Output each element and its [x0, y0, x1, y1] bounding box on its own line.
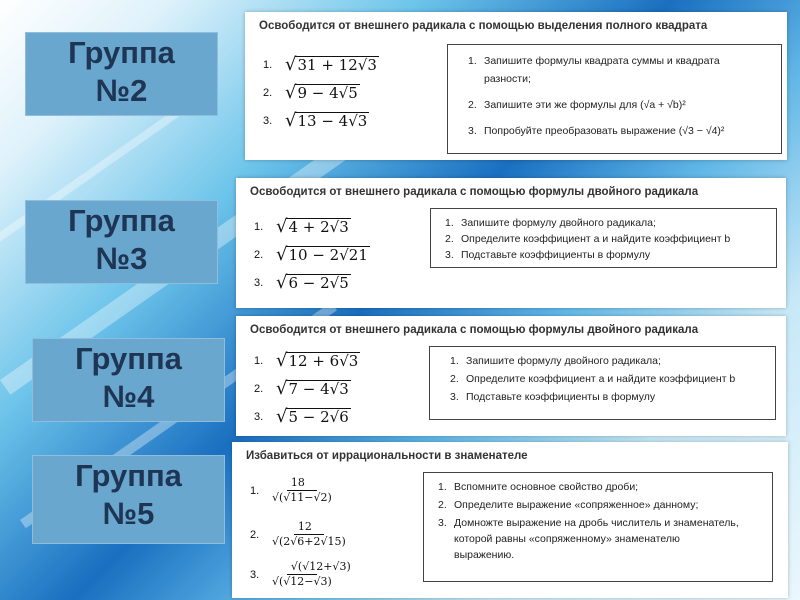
- hint-number: 2.: [450, 373, 459, 385]
- group-label-3: [25, 200, 218, 284]
- task-card-3: [236, 316, 786, 436]
- fraction: [272, 476, 332, 505]
- hint-item: [438, 481, 638, 493]
- radicand: 12 + 6√3: [288, 352, 359, 370]
- exercise-number: 1.: [263, 59, 273, 71]
- hint-item: [468, 73, 531, 85]
- hint-text: Попробуйте преобразовать выражение (√3 − √4)²: [484, 125, 725, 137]
- hint-number: 1.: [450, 355, 459, 367]
- exercise-item: [254, 380, 351, 398]
- card-title: Избавиться от иррациональности в знаменателе: [246, 450, 528, 462]
- hint-text: выражению.: [454, 549, 515, 561]
- exercise-item: [263, 112, 369, 130]
- hint-number: 2.: [445, 233, 454, 245]
- fraction-denominator: √(√11−√2): [272, 491, 332, 504]
- exercise-number: 3.: [254, 411, 264, 423]
- exercise-item: [250, 476, 332, 505]
- radicand: 10 − 2√21: [288, 246, 368, 264]
- radicand: 6 − 2√5: [288, 274, 349, 292]
- hint-text: Определите выражение «сопряженное» данному;: [454, 499, 699, 511]
- hint-text: Запишите эти же формулы для (√a + √b)²: [484, 99, 686, 111]
- hint-item: [445, 217, 656, 229]
- hint-text: Домножте выражение на дробь числитель и знаменатель,: [454, 517, 739, 529]
- hint-text: Запишите формулы квадрата суммы и квадрата: [484, 55, 720, 67]
- radical: √ 6 − 2√5: [276, 272, 349, 293]
- exercise-item: [254, 408, 351, 426]
- group-label-4: [32, 338, 225, 422]
- exercise-number: 2.: [254, 249, 264, 261]
- exercise-item: [250, 560, 351, 589]
- hint-box: [429, 346, 776, 420]
- radical: √ 12 + 6√3: [276, 350, 359, 371]
- card-title: Освободится от внешнего радикала с помощью формулы двойного радикала: [250, 186, 699, 198]
- exercise-number: 3.: [254, 277, 264, 289]
- radicand: 9 − 4√5: [297, 84, 358, 102]
- fraction-denominator: √(√12−√3): [272, 575, 332, 588]
- group-word: Группа: [75, 458, 182, 493]
- exercise-item: [263, 56, 379, 74]
- hint-box: [430, 208, 777, 268]
- hint-text: Определите коэффициент a и найдите коэффициент b: [466, 373, 736, 385]
- hint-number: 1.: [438, 481, 447, 493]
- hint-number: 3.: [445, 249, 454, 261]
- hint-number: 1.: [445, 217, 454, 229]
- exercise-number: 2.: [263, 87, 273, 99]
- group-word: Группа: [75, 341, 182, 376]
- hint-item: [450, 355, 661, 367]
- group-word: Группа: [68, 203, 175, 238]
- task-card-2: [236, 178, 786, 308]
- radical: √ 4 + 2√3: [276, 216, 349, 237]
- group-number: №2: [95, 73, 148, 108]
- hint-text: разности;: [484, 73, 531, 85]
- fraction-denominator: √(2√6+2√15): [272, 535, 346, 548]
- hint-number: 3.: [438, 517, 447, 529]
- hint-item: [468, 55, 720, 67]
- hint-item: [445, 233, 730, 245]
- fraction-numerator: 18: [287, 476, 317, 491]
- hint-item: [450, 391, 655, 403]
- radicand: 5 − 2√6: [288, 408, 349, 426]
- task-card-4: [232, 442, 788, 598]
- card-title: Освободится от внешнего радикала с помощью формулы двойного радикала: [250, 324, 699, 336]
- exercise-number: 3.: [263, 115, 273, 127]
- hint-text: Определите коэффициент a и найдите коэффициент b: [461, 233, 731, 245]
- hint-text: Запишите формулу двойного радикала;: [466, 355, 661, 367]
- hint-text: Вспомните основное свойство дроби;: [454, 481, 639, 493]
- hint-item: [438, 499, 698, 511]
- exercise-item: [250, 520, 346, 549]
- exercise-number: 2.: [254, 383, 264, 395]
- hint-number: 1.: [468, 55, 477, 67]
- hint-box: [423, 472, 773, 582]
- exercise-number: 1.: [254, 355, 264, 367]
- hint-text: Запишите формулу двойного радикала;: [461, 217, 656, 229]
- exercise-item: [254, 352, 360, 370]
- hint-number: 2.: [438, 499, 447, 511]
- radical: √ 10 − 2√21: [276, 244, 368, 265]
- radical: √ 9 − 4√5: [285, 82, 358, 103]
- radicand: 4 + 2√3: [288, 218, 349, 236]
- group-label-5: [32, 455, 225, 544]
- radical: √ 5 − 2√6: [276, 406, 349, 427]
- hint-item: [468, 99, 686, 111]
- exercise-number: 2.: [250, 528, 260, 541]
- hint-item: [445, 249, 650, 261]
- radical: √ 31 + 12√3: [285, 54, 377, 75]
- hint-number: [438, 533, 454, 545]
- fraction-numerator: 12: [294, 520, 324, 535]
- hint-item: [450, 373, 735, 385]
- hint-number: 2.: [468, 99, 477, 111]
- fraction-numerator: √(√12+√3): [287, 560, 317, 575]
- hint-number: [438, 549, 454, 561]
- radicand: 13 − 4√3: [297, 112, 368, 130]
- hint-text: Подставьте коэффициенты в формулу: [466, 391, 656, 403]
- group-label-2: [25, 32, 218, 116]
- hint-text: которой равны «сопряженному» знаменателю: [454, 533, 680, 545]
- hint-item: [468, 125, 724, 137]
- hint-box: [447, 44, 782, 154]
- hint-number: 3.: [468, 125, 477, 137]
- hint-item: [438, 533, 680, 545]
- hint-number: [468, 73, 484, 85]
- exercise-number: 3.: [250, 568, 260, 581]
- card-title: Освободится от внешнего радикала с помощью выделения полного квадрата: [259, 20, 708, 32]
- group-number: №4: [102, 379, 155, 414]
- exercise-number: 1.: [254, 221, 264, 233]
- exercise-number: 1.: [250, 484, 260, 497]
- exercise-item: [254, 218, 351, 236]
- group-number: №5: [102, 496, 155, 531]
- fraction: [272, 560, 351, 589]
- exercise-item: [254, 274, 351, 292]
- group-number: №3: [95, 241, 148, 276]
- task-card-1: [245, 12, 787, 160]
- group-word: Группа: [68, 35, 175, 70]
- exercise-item: [263, 84, 360, 102]
- radicand: 31 + 12√3: [297, 56, 377, 74]
- radical: √ 7 − 4√3: [276, 378, 349, 399]
- hint-text: Подставьте коэффициенты в формулу: [461, 249, 651, 261]
- fraction: [272, 520, 346, 549]
- hint-item: [438, 517, 739, 529]
- exercise-item: [254, 246, 370, 264]
- radicand: 7 − 4√3: [288, 380, 349, 398]
- hint-number: 3.: [450, 391, 459, 403]
- radical: √ 13 − 4√3: [285, 110, 368, 131]
- hint-item: [438, 549, 514, 561]
